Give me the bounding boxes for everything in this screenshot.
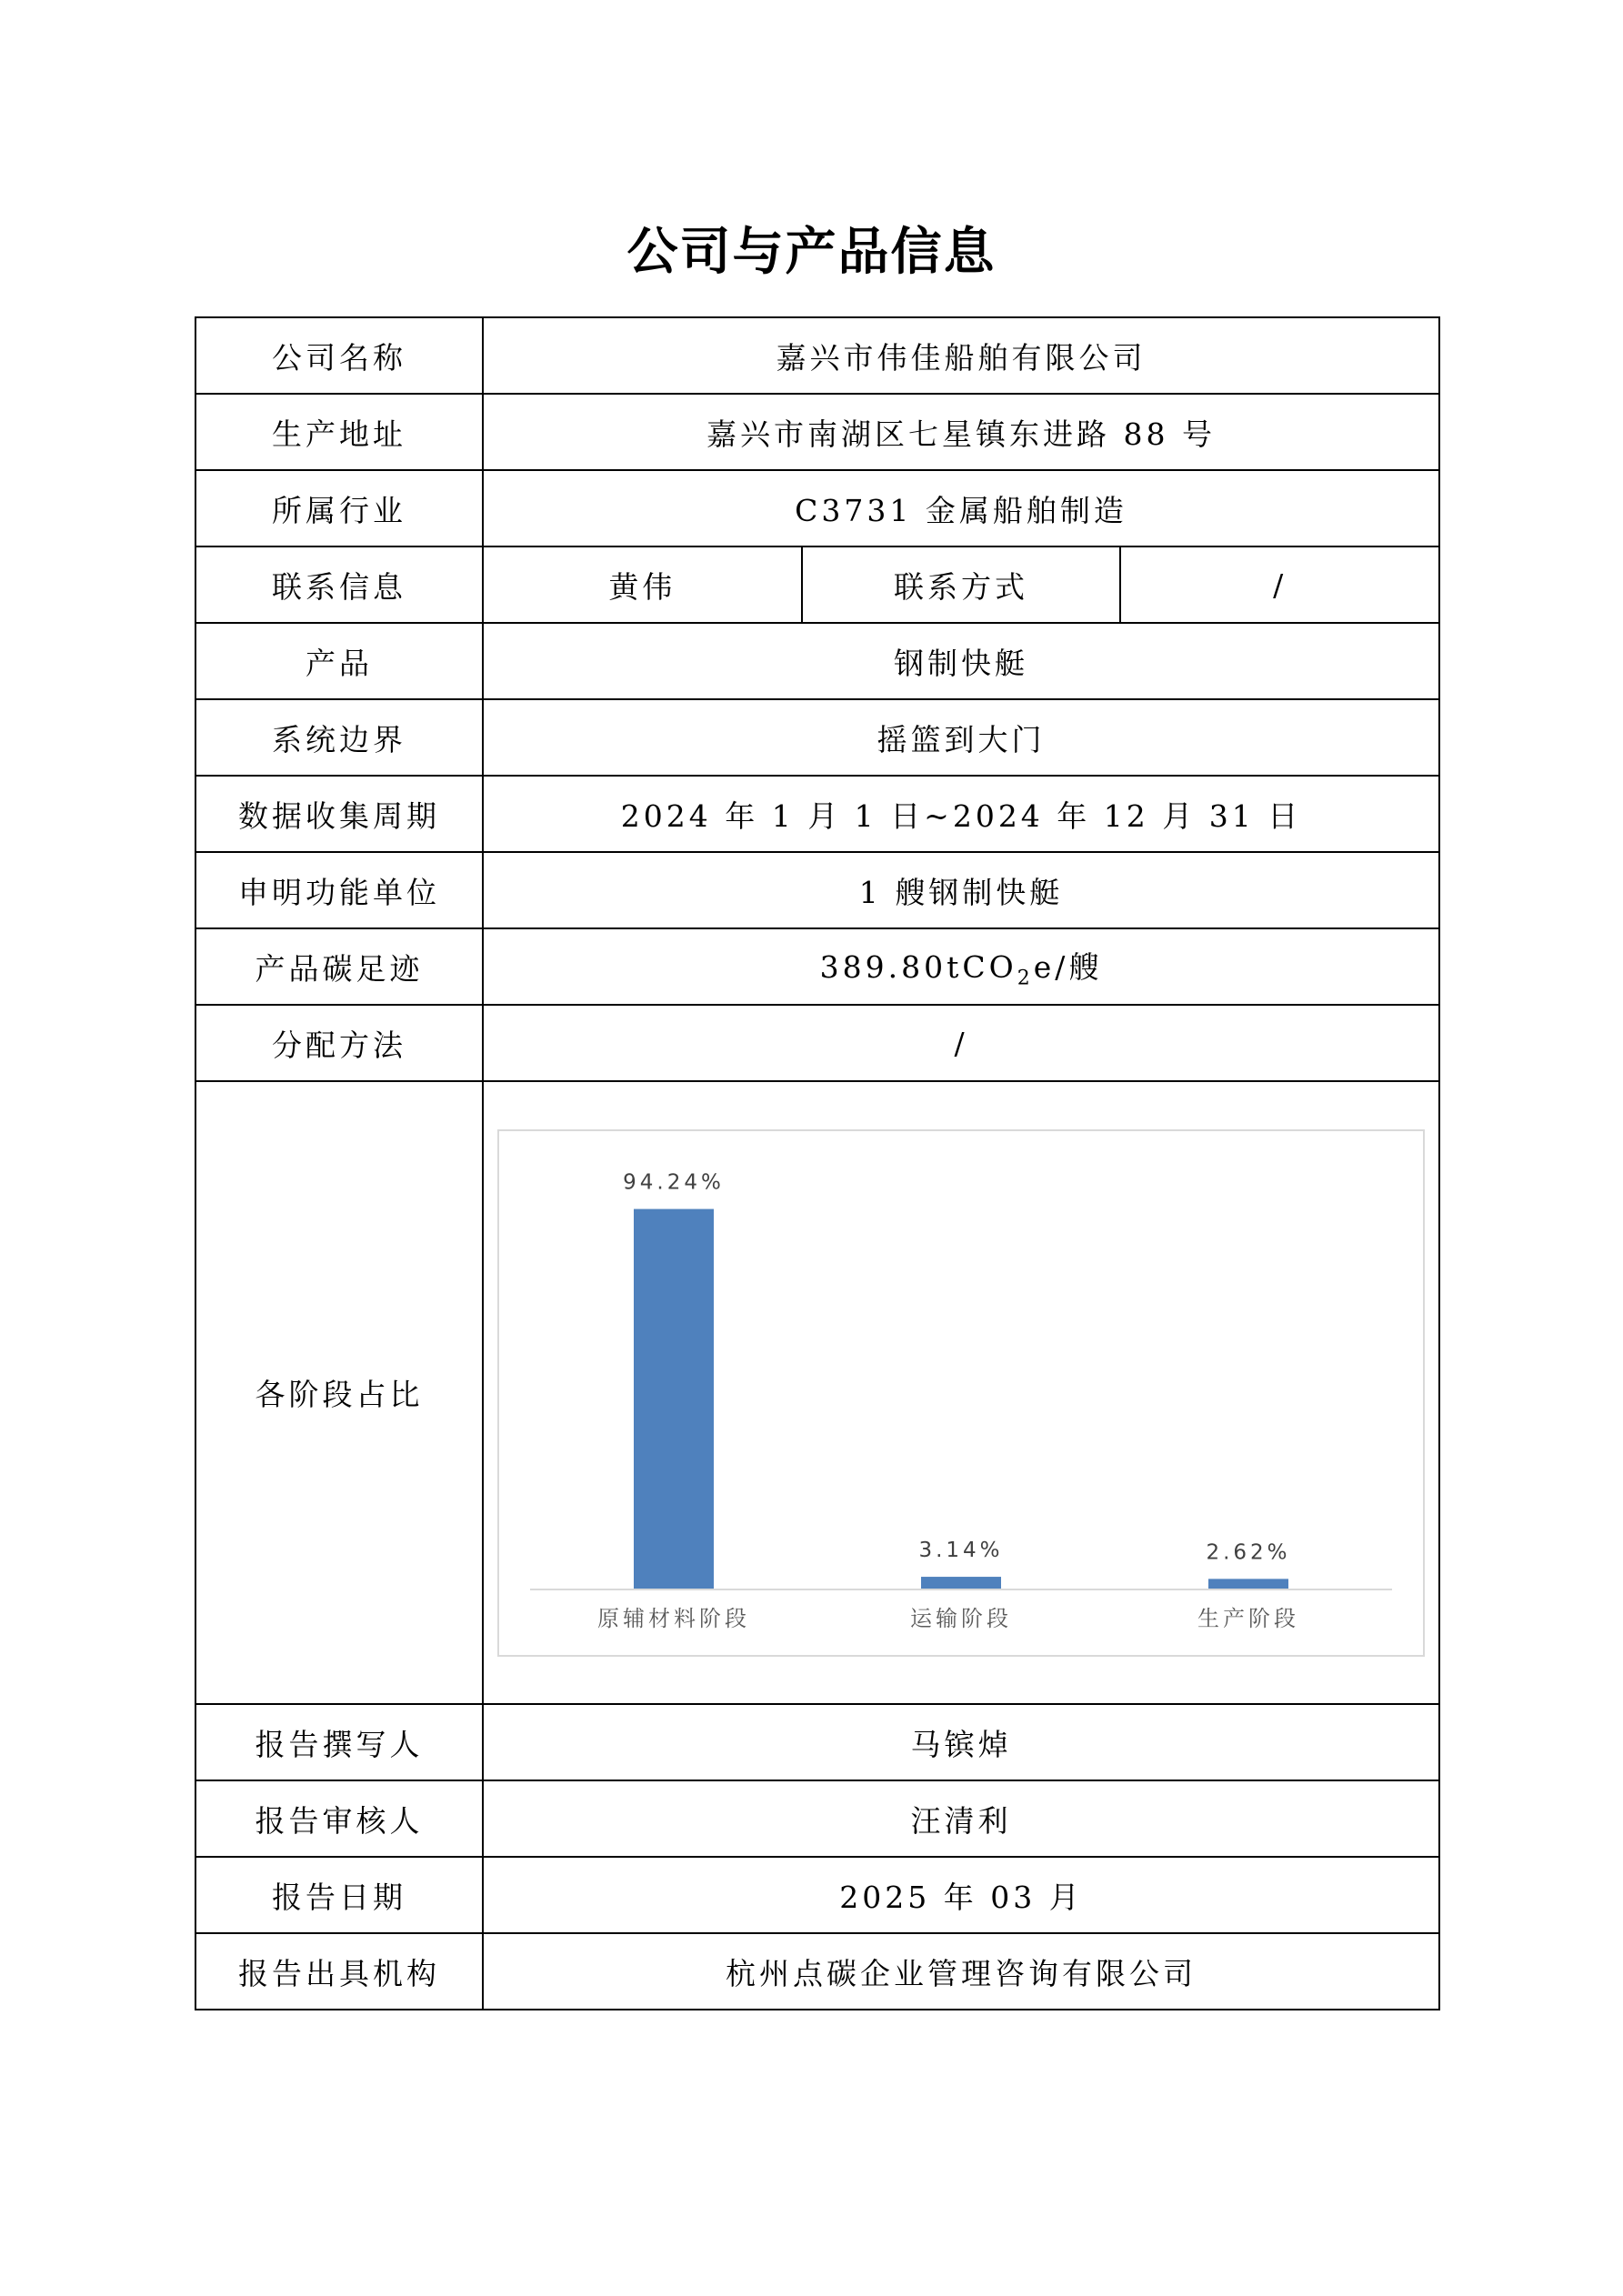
footprint-value-subscript: 2 xyxy=(1017,967,1034,990)
table-row xyxy=(195,470,1439,546)
info-table xyxy=(195,316,1440,2010)
company-name-value: 嘉兴市伟佳船舶有限公司 xyxy=(483,317,1439,394)
report-date-value: 2025 年 03 月 xyxy=(483,1857,1439,1933)
contact-method-value: / xyxy=(1120,546,1439,623)
footprint-value-unit: e/艘 xyxy=(1033,948,1103,985)
data-label-1: 94.24% xyxy=(623,1170,725,1195)
reviewer-label: 报告审核人 xyxy=(195,1780,483,1857)
chart-svg xyxy=(499,1131,1423,1655)
period-label: 数据收集周期 xyxy=(195,776,483,852)
address-value: 嘉兴市南湖区七星镇东进路 88 号 xyxy=(483,394,1439,470)
boundary-label: 系统边界 xyxy=(195,699,483,776)
page-title: 公司与产品信息 xyxy=(626,223,997,282)
author-value: 马镔焯 xyxy=(483,1704,1439,1780)
stages-label: 各阶段占比 xyxy=(195,1081,483,1704)
reviewer-value: 汪清利 xyxy=(483,1780,1439,1857)
table-row xyxy=(195,1933,1439,2010)
category-label-2: 运输阶段 xyxy=(910,1605,1012,1631)
issuer-value: 杭州点碳企业管理咨询有限公司 xyxy=(483,1933,1439,2010)
data-label-2: 3.14% xyxy=(918,1538,1004,1562)
table-row xyxy=(195,852,1439,928)
product-value: 钢制快艇 xyxy=(483,623,1439,699)
author-label: 报告撰写人 xyxy=(195,1704,483,1780)
boundary-value: 摇篮到大门 xyxy=(483,699,1439,776)
footprint-label: 产品碳足迹 xyxy=(195,928,483,1005)
industry-value: C3731 金属船舶制造 xyxy=(483,470,1439,546)
bar-2 xyxy=(921,1577,1001,1589)
category-label-3: 生产阶段 xyxy=(1197,1605,1299,1631)
bar-1 xyxy=(634,1208,714,1589)
stage-share-chart xyxy=(497,1129,1425,1657)
contact-method-label: 联系方式 xyxy=(802,546,1121,623)
table-row xyxy=(195,1005,1439,1081)
allocation-value: / xyxy=(483,1005,1439,1081)
industry-label: 所属行业 xyxy=(195,470,483,546)
table-row xyxy=(195,1780,1439,1857)
functional-unit-label: 申明功能单位 xyxy=(195,852,483,928)
table-row xyxy=(195,1081,1439,1704)
functional-unit-value: 1 艘钢制快艇 xyxy=(483,852,1439,928)
bar-3 xyxy=(1208,1579,1288,1589)
table-row xyxy=(195,623,1439,699)
address-label: 生产地址 xyxy=(195,394,483,470)
footprint-value xyxy=(483,928,1439,1005)
table-row xyxy=(195,1704,1439,1780)
contact-label: 联系信息 xyxy=(195,546,483,623)
table-row xyxy=(195,776,1439,852)
company-name-label: 公司名称 xyxy=(195,317,483,394)
allocation-label: 分配方法 xyxy=(195,1005,483,1081)
table-row xyxy=(195,1857,1439,1933)
category-label-1: 原辅材料阶段 xyxy=(597,1605,750,1631)
product-label: 产品 xyxy=(195,623,483,699)
contact-name: 黄伟 xyxy=(483,546,802,623)
data-label-3: 2.62% xyxy=(1206,1539,1291,1564)
table-row xyxy=(195,546,1439,623)
report-date-label: 报告日期 xyxy=(195,1857,483,1933)
footprint-value-main: 389.80tCO xyxy=(819,948,1017,985)
period-value: 2024 年 1 月 1 日~2024 年 12 月 31 日 xyxy=(483,776,1439,852)
table-row xyxy=(195,928,1439,1005)
table-row xyxy=(195,317,1439,394)
table-row xyxy=(195,699,1439,776)
stages-chart-cell xyxy=(483,1081,1439,1704)
issuer-label: 报告出具机构 xyxy=(195,1933,483,2010)
table-row xyxy=(195,394,1439,470)
